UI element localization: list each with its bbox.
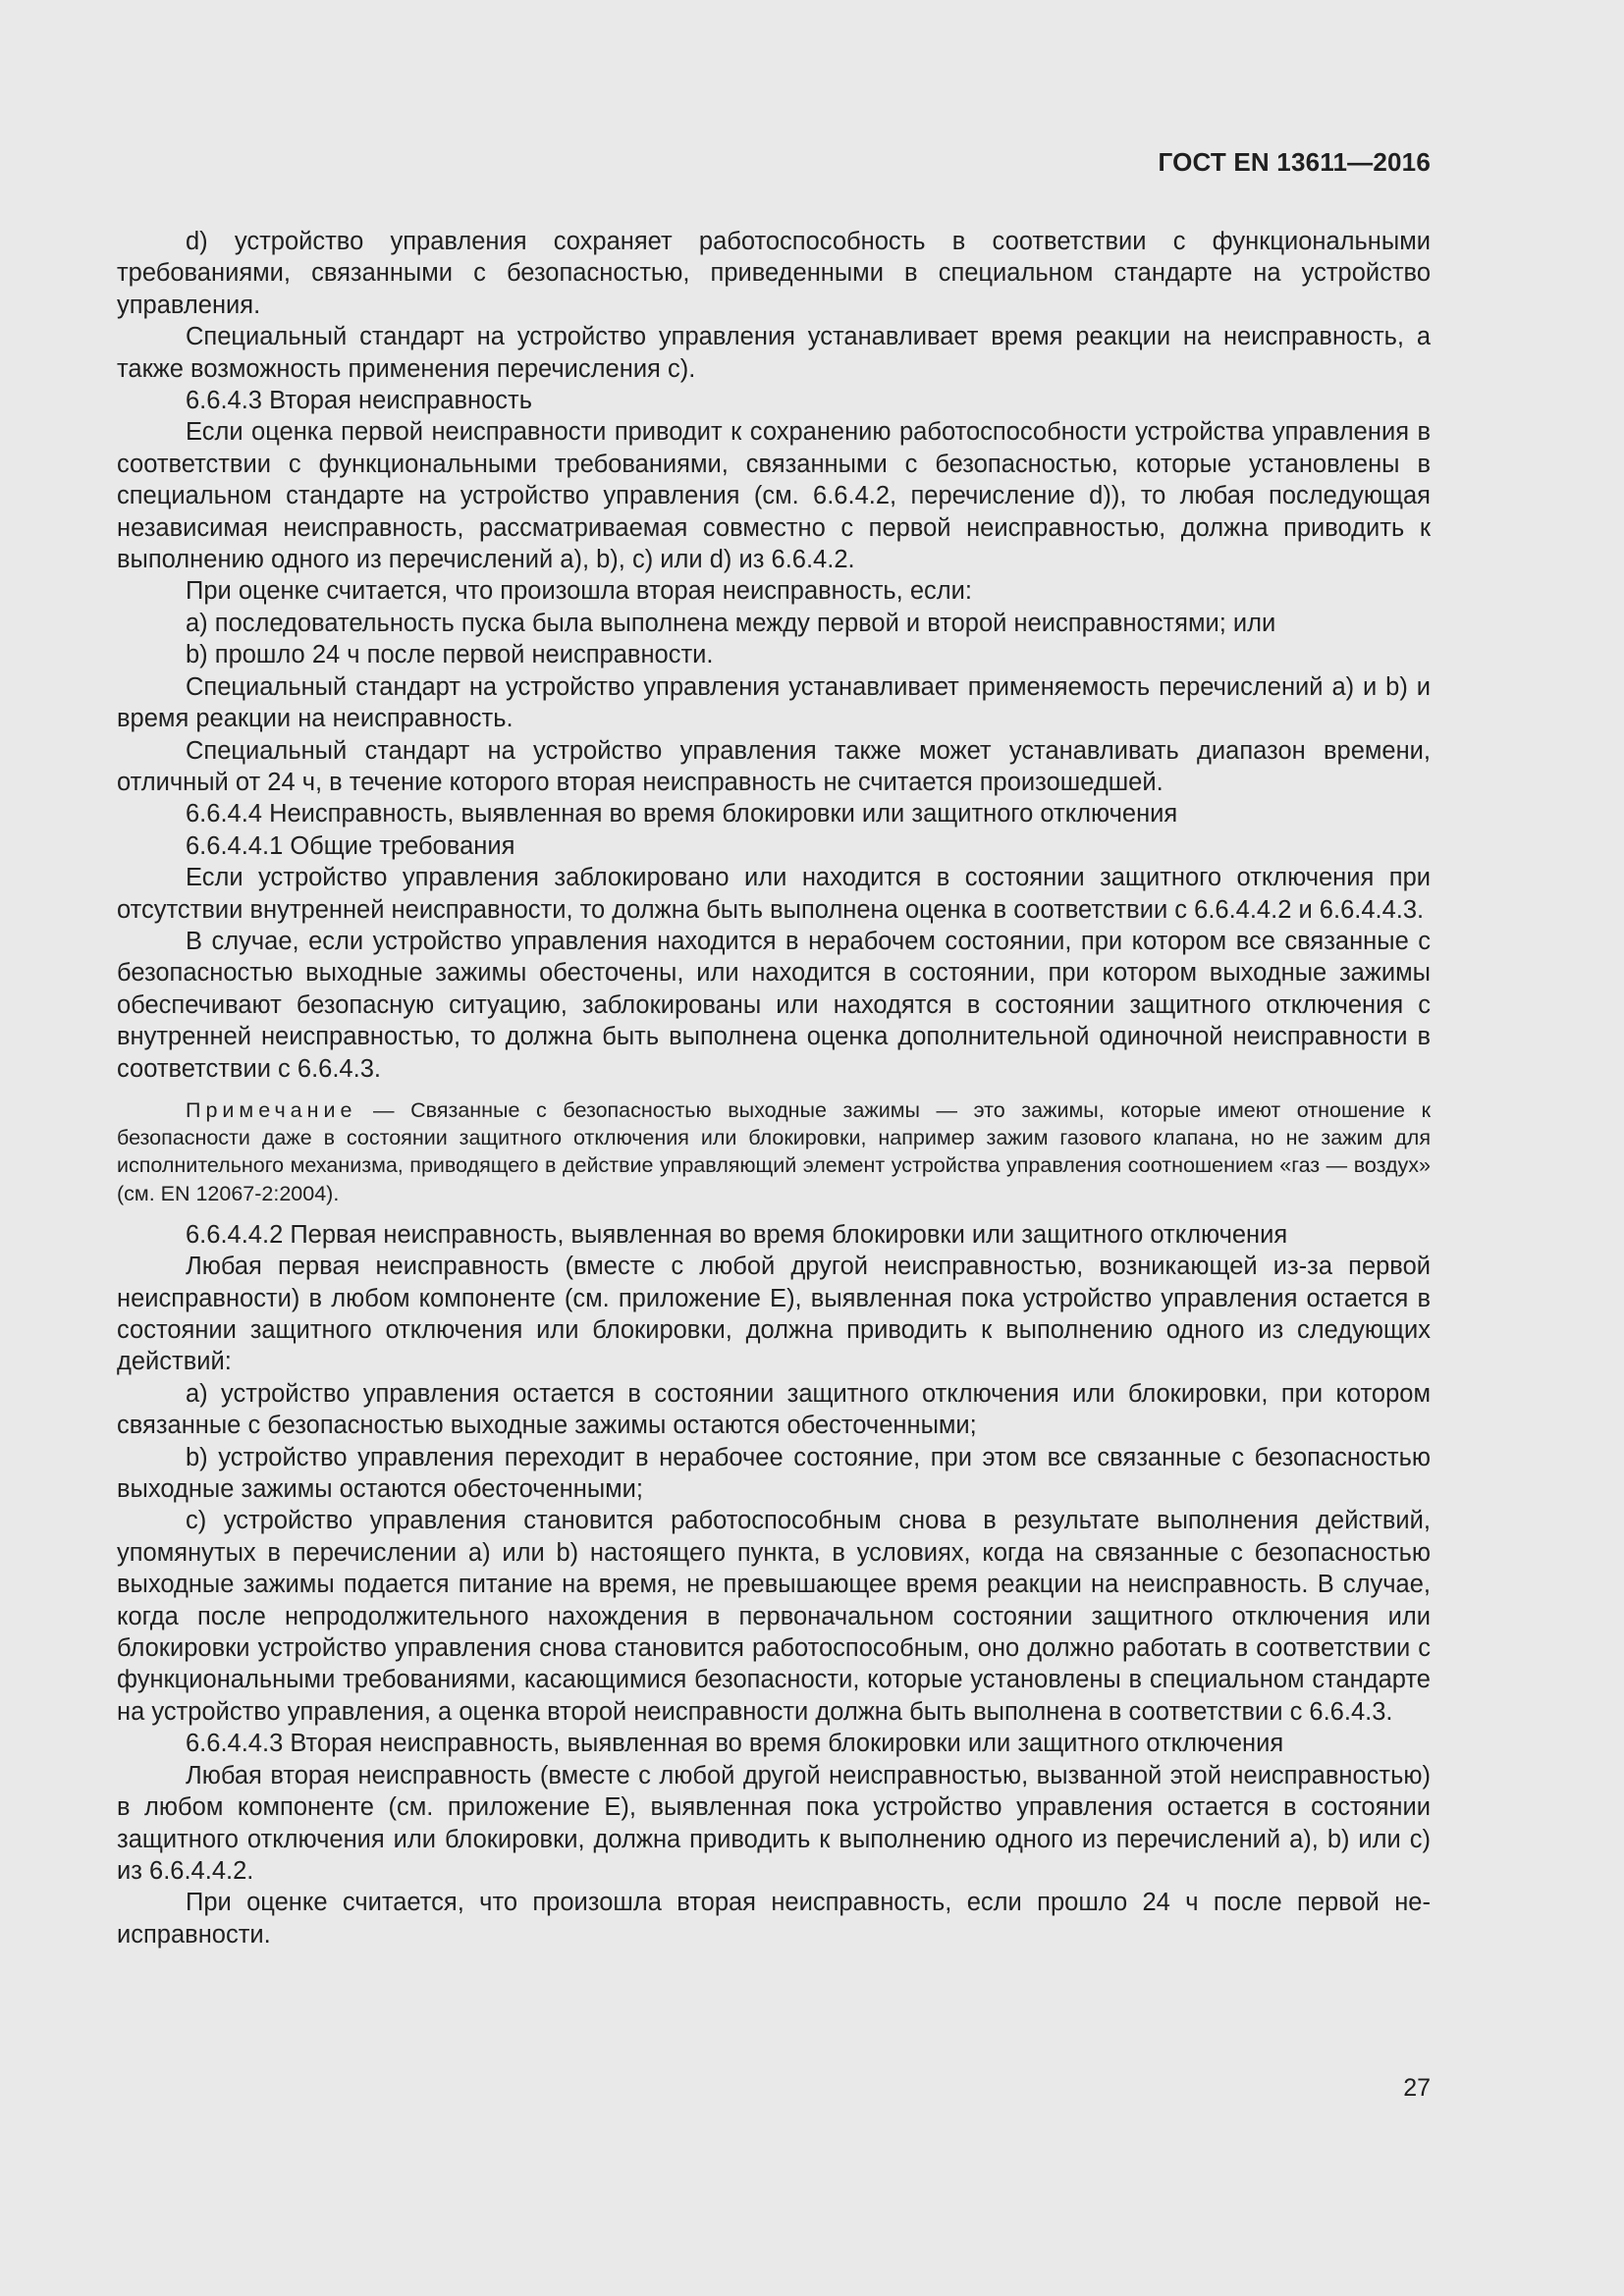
paragraph: При оценке считается, что произошла вторая неисправность, если прошло 24 ч после первой неисправности.	[117, 1889, 1431, 1949]
section-heading: 6.6.4.3 Вторая неисправность	[186, 387, 533, 415]
paragraph: d) устройство управления сохраняет работоспособность в соответствии с функциональными требованиями, связанными с безопасностью, приведенными в специальном стандарте на устройство управления.	[117, 228, 1431, 319]
note-text: Связанные с безопасностью выходные зажимы — это зажимы, которые имеют отношение к безопасности даже в состоянии защитного отключения или блокировки, например зажим газового клапана, но не зажим для исполнительного механизма, приводящего в действие управляющий элемент устройства управления соотношением «газ — воздух» (см. EN 12067-2:2004).	[117, 1097, 1431, 1205]
section-heading: 6.6.4.4.3 Вторая неисправность, выявленная во время блокировки или защитного отключения	[186, 1730, 1284, 1758]
paragraph: В случае, если устройство управления находится в нерабочем состоянии, при котором все связанные с безопасностью выходные зажимы обесточены, или находится в состоянии, при котором выходные зажимы обеспечивают безопасную ситуацию, заблокированы или находятся в состоянии защитного отключения с внутренней неисправностью, то должна быть выполнена оценка дополнительной одиночной неисправности в соответствии с 6.6.4.3.	[117, 927, 1431, 1083]
note-dash: —	[356, 1097, 411, 1122]
paragraph: Специальный стандарт на устройство управления устанавливает применяемость перечислений а) и b) и время реакции на неисправность.	[117, 672, 1431, 733]
note-label: Примечание	[186, 1097, 357, 1122]
section-heading: 6.6.4.4.2 Первая неисправность, выявленная во время блокировки или защитного отключения	[186, 1220, 1288, 1249]
list-item: b) прошло 24 ч после первой неисправности.	[186, 641, 714, 669]
document-id-header: ГОСТ EN 13611—2016	[1158, 147, 1431, 177]
list-item: а) последовательность пуска была выполнена между первой и второй неисправностями; или	[186, 609, 1276, 637]
paragraph: Специальный стандарт на устройство управления также может устанавливать диапазон времени, отличный от 24 ч, в течение которого вторая неисправность не считается произошедшей.	[117, 736, 1431, 796]
section-heading: 6.6.4.4.1 Общие требования	[186, 831, 515, 860]
paragraph: Любая первая неисправность (вместе с любой другой неисправностью, возникающей из-за первой неисправности) в любом компоненте (см. приложение Е), выявленная пока устройство управления остается в состоянии защитного отключения или блокировки, должна приводить к выполнению одного из следующих действий:	[117, 1253, 1431, 1376]
paragraph: Если оценка первой неисправности приводит к сохранению работоспособности устройства управления в соответствии с функциональными требованиями, связанными с безопасностью, которые установлены в специальном стандарте на устройство управления (см. 6.6.4.2, перечисление d)), то любая последующая независимая неисправность, рассматриваемая совместно с первой неисправностью, должна приводить к выполнению одного из перечислений а), b), с) или d) из 6.6.4.2.	[117, 418, 1431, 574]
list-item: с) устройство управления становится работоспособным снова в результате выполнения действий, упомянутых в перечислении а) или b) настоящего пункта, в условиях, когда на связанные с безопасностью выходные зажимы подается питание на время, не превышающее время реакции на неисправность. В случае, когда после непродолжительного нахождения в первоначальном состоянии защитного отключения или блокировки устройство управления снова становится работоспособным, оно должно работать в соответствии с функциональными требованиями, касающимися безопасности, которые установлены в специальном стандарте на устройство управления, а оценка второй неисправности должна быть выполнена в соответствии с 6.6.4.3.	[117, 1507, 1431, 1726]
paragraph: Специальный стандарт на устройство управления устанавливает время реакции на неисправность, а также возможность применения перечисления с).	[117, 323, 1431, 383]
document-body	[117, 226, 1431, 1950]
page-number: 27	[1403, 2074, 1431, 2102]
paragraph: Любая вторая неисправность (вместе с любой другой неисправностью, вызванной этой неисправностью) в любом компоненте (см. приложение Е), выявленная пока устройство управления остается в состоянии защитного отключения или блокировки, должна приводить к выполнению одного из перечислений а), b) или с) из 6.6.4.4.2.	[117, 1761, 1431, 1885]
list-item: а) устройство управления остается в состоянии защитного отключения или блокировки, при котором связанные с безопасностью выходные зажимы остаются обесточенными;	[117, 1379, 1431, 1440]
paragraph: Если устройство управления заблокировано или находится в состоянии защитного отключения при отсутствии внутренней неисправности, то должна быть выполнена оценка в соответствии с 6.6.4.4.2 и 6.6.4.4.3.	[117, 864, 1431, 924]
note	[117, 1096, 1431, 1207]
paragraph: При оценке считается, что произошла вторая неисправность, если:	[186, 577, 972, 606]
section-heading: 6.6.4.4 Неисправность, выявленная во время блокировки или защитного отключения	[186, 800, 1178, 828]
list-item: b) устройство управления переходит в нерабочее состояние, при этом все связанные с безопасностью выходные зажимы остаются обесточенными;	[117, 1443, 1431, 1504]
